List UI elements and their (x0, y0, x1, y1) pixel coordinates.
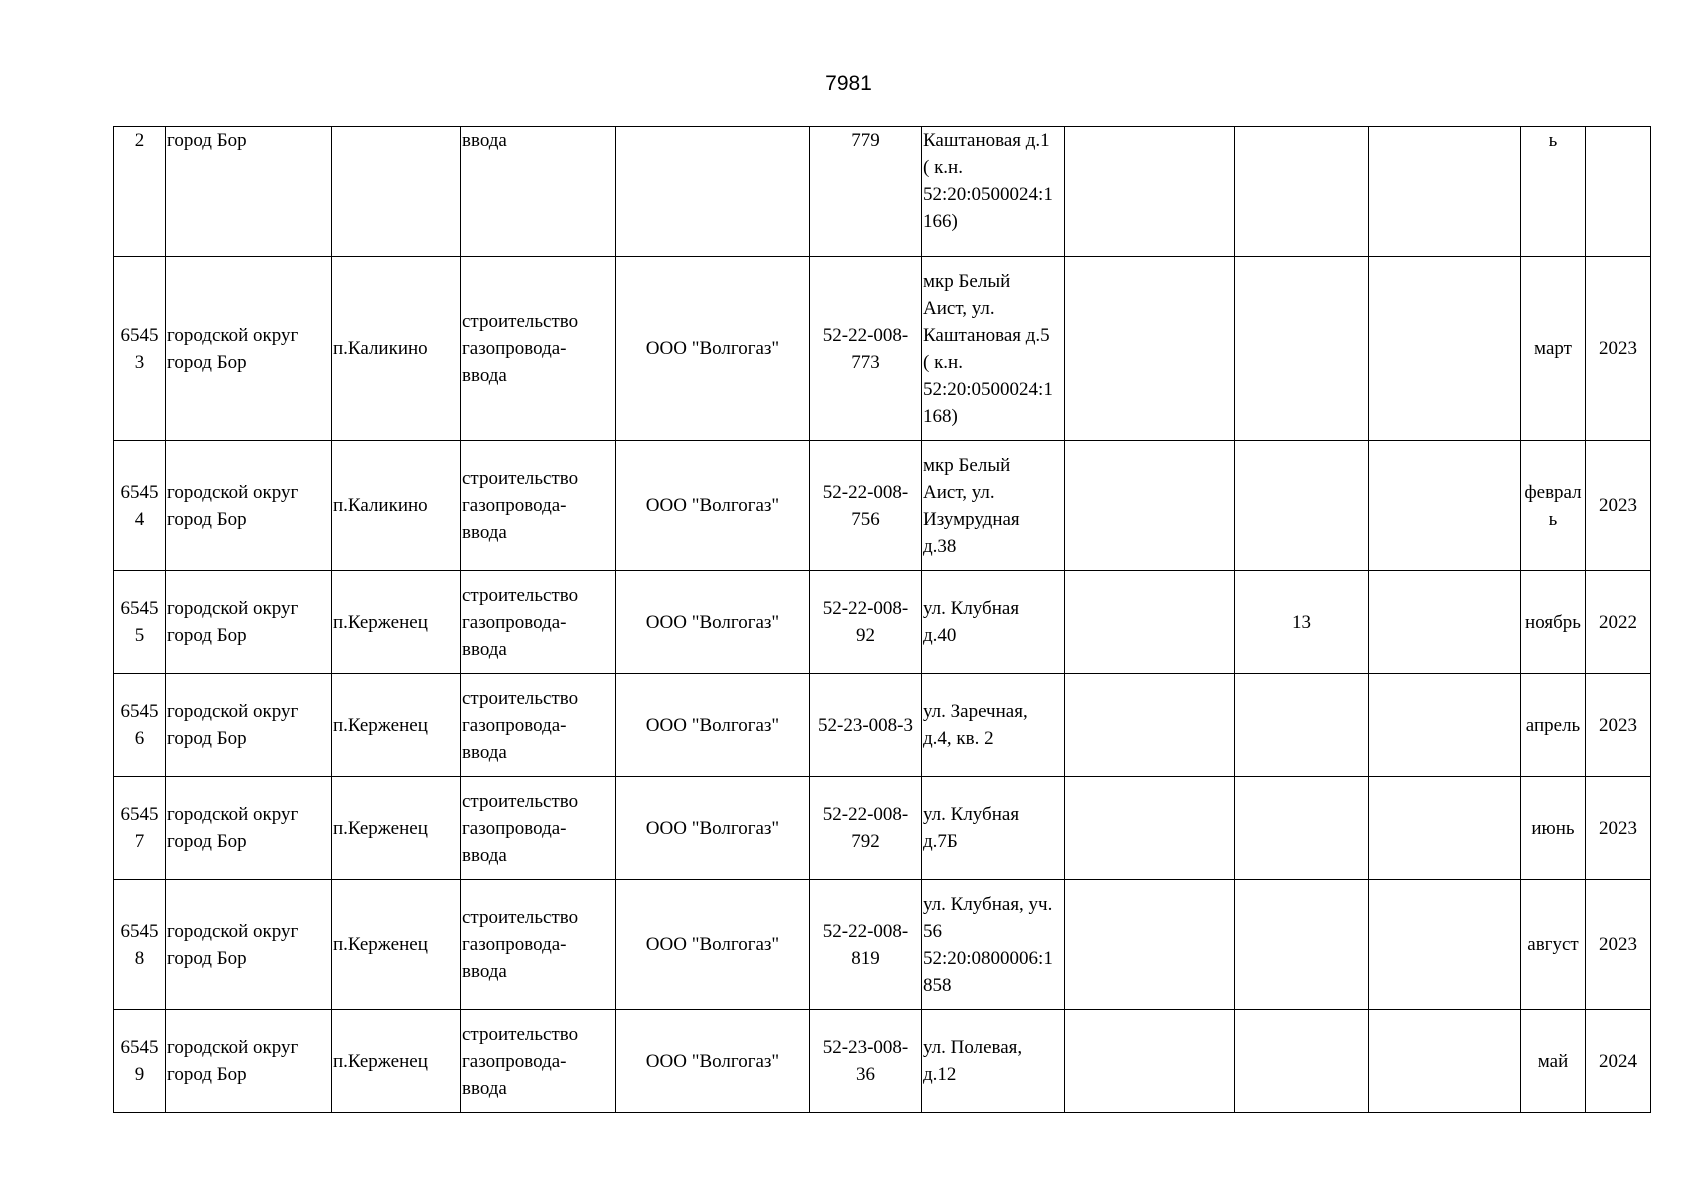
locality-cell: п.Каликино (332, 441, 461, 571)
work-type-cell: строительство газопровода- ввода (461, 777, 616, 880)
contractor-cell: ООО "Волгогаз" (616, 441, 810, 571)
empty-cell (1369, 571, 1521, 674)
locality-cell: п.Керженец (332, 571, 461, 674)
month-cell: феврал ь (1521, 441, 1586, 571)
address-cell: ул. Клубная, уч. 56 52:20:0800006:1 858 (922, 880, 1065, 1010)
page-number: 7981 (825, 72, 872, 95)
row-number-cell: 6545 5 (114, 571, 166, 674)
contractor-cell: ООО "Волгогаз" (616, 880, 810, 1010)
work-type-cell: строительство газопровода- ввода (461, 674, 616, 777)
table-row (114, 441, 1651, 571)
row-number-cell: 6545 3 (114, 257, 166, 441)
code-cell: 52-22-008- 756 (810, 441, 922, 571)
row-number-cell: 2 (114, 127, 166, 257)
row-number-cell: 6545 7 (114, 777, 166, 880)
empty-cell (1065, 880, 1235, 1010)
year-cell: 2023 (1586, 257, 1651, 441)
work-type-cell: строительство газопровода- ввода (461, 257, 616, 441)
work-type-cell: строительство газопровода- ввода (461, 571, 616, 674)
empty-cell (1065, 257, 1235, 441)
contractor-cell: ООО "Волгогаз" (616, 777, 810, 880)
empty-cell (1065, 777, 1235, 880)
quantity-cell (1235, 257, 1369, 441)
year-cell (1586, 127, 1651, 257)
code-cell: 52-23-008-3 (810, 674, 922, 777)
row-number-cell: 6545 6 (114, 674, 166, 777)
empty-cell (1369, 777, 1521, 880)
locality-cell: п.Керженец (332, 880, 461, 1010)
row-number-cell: 6545 8 (114, 880, 166, 1010)
table-row (114, 571, 1651, 674)
year-cell: 2023 (1586, 674, 1651, 777)
quantity-cell (1235, 777, 1369, 880)
code-cell: 52-22-008- 773 (810, 257, 922, 441)
quantity-cell (1235, 880, 1369, 1010)
month-cell: ь (1521, 127, 1586, 257)
contractor-cell: ООО "Волгогаз" (616, 1010, 810, 1113)
quantity-cell (1235, 1010, 1369, 1113)
work-type-cell: строительство газопровода- ввода (461, 441, 616, 571)
address-cell: ул. Полевая, д.12 (922, 1010, 1065, 1113)
table-row (114, 880, 1651, 1010)
row-number-cell: 6545 4 (114, 441, 166, 571)
locality-cell: п.Керженец (332, 1010, 461, 1113)
locality-cell: п.Керженец (332, 777, 461, 880)
month-cell: апрель (1521, 674, 1586, 777)
district-cell: городской округ город Бор (166, 777, 332, 880)
table-row (114, 777, 1651, 880)
registry-table (113, 126, 1651, 1113)
year-cell: 2023 (1586, 777, 1651, 880)
empty-cell (1065, 571, 1235, 674)
empty-cell (1369, 127, 1521, 257)
empty-cell (1065, 441, 1235, 571)
district-cell: городской округ город Бор (166, 571, 332, 674)
address-cell: ул. Клубная д.7Б (922, 777, 1065, 880)
work-type-cell: строительство газопровода- ввода (461, 880, 616, 1010)
empty-cell (1369, 674, 1521, 777)
row-number-cell: 6545 9 (114, 1010, 166, 1113)
address-cell: мкр Белый Аист, ул. Каштановая д.5 ( к.н. 52:20:0500024:1 168) (922, 257, 1065, 441)
table-row (114, 674, 1651, 777)
quantity-cell (1235, 674, 1369, 777)
code-cell: 52-22-008- 792 (810, 777, 922, 880)
empty-cell (1065, 1010, 1235, 1113)
quantity-cell: 13 (1235, 571, 1369, 674)
contractor-cell: ООО "Волгогаз" (616, 257, 810, 441)
address-cell: мкр Белый Аист, ул. Изумрудная д.38 (922, 441, 1065, 571)
code-cell: 52-22-008- 92 (810, 571, 922, 674)
locality-cell: п.Каликино (332, 257, 461, 441)
contractor-cell: ООО "Волгогаз" (616, 571, 810, 674)
locality-cell: п.Керженец (332, 674, 461, 777)
year-cell: 2023 (1586, 441, 1651, 571)
address-cell: ул. Клубная д.40 (922, 571, 1065, 674)
code-cell: 779 (810, 127, 922, 257)
district-cell: городской округ город Бор (166, 1010, 332, 1113)
district-cell: городской округ город Бор (166, 880, 332, 1010)
district-cell: городской округ город Бор (166, 674, 332, 777)
district-cell: городской округ город Бор (166, 441, 332, 571)
empty-cell (1065, 127, 1235, 257)
quantity-cell (1235, 127, 1369, 257)
empty-cell (1369, 880, 1521, 1010)
empty-cell (1369, 441, 1521, 571)
address-cell: Каштановая д.1 ( к.н. 52:20:0500024:1 166) (922, 127, 1065, 257)
quantity-cell (1235, 441, 1369, 571)
month-cell: май (1521, 1010, 1586, 1113)
year-cell: 2022 (1586, 571, 1651, 674)
contractor-cell: ООО "Волгогаз" (616, 674, 810, 777)
locality-cell (332, 127, 461, 257)
address-cell: ул. Заречная, д.4, кв. 2 (922, 674, 1065, 777)
contractor-cell (616, 127, 810, 257)
empty-cell (1369, 1010, 1521, 1113)
month-cell: ноябрь (1521, 571, 1586, 674)
month-cell: март (1521, 257, 1586, 441)
work-type-cell: ввода (461, 127, 616, 257)
table-row (114, 127, 1651, 257)
empty-cell (1065, 674, 1235, 777)
work-type-cell: строительство газопровода- ввода (461, 1010, 616, 1113)
table-row (114, 257, 1651, 441)
year-cell: 2023 (1586, 880, 1651, 1010)
district-cell: город Бор (166, 127, 332, 257)
year-cell: 2024 (1586, 1010, 1651, 1113)
empty-cell (1369, 257, 1521, 441)
code-cell: 52-23-008- 36 (810, 1010, 922, 1113)
code-cell: 52-22-008- 819 (810, 880, 922, 1010)
district-cell: городской округ город Бор (166, 257, 332, 441)
table-row (114, 1010, 1651, 1113)
month-cell: июнь (1521, 777, 1586, 880)
month-cell: август (1521, 880, 1586, 1010)
